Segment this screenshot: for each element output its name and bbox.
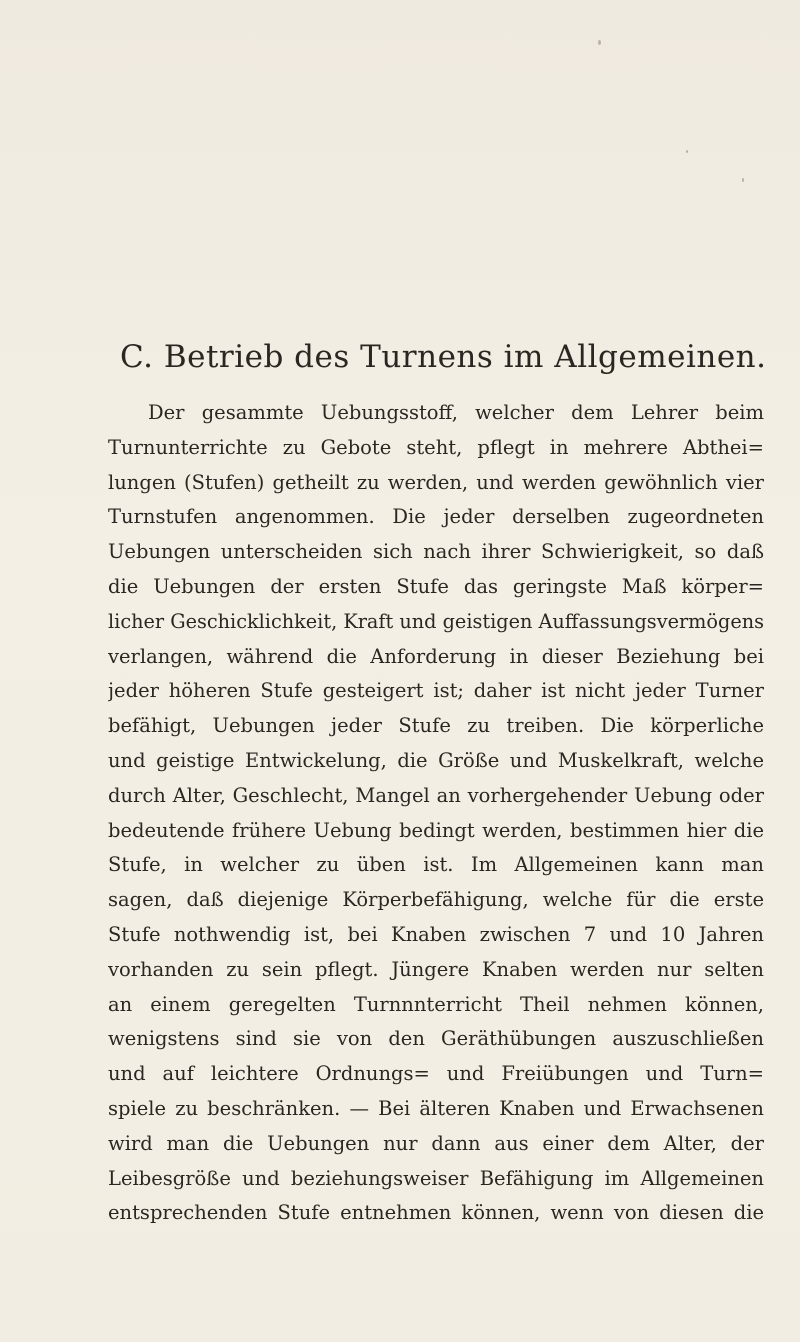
text-line: die Uebungen der ersten Stufe das geringste Maß körper=	[108, 574, 764, 598]
text-line: lungen (Stufen) getheilt zu werden, und werden gewöhnlich vier	[108, 470, 764, 494]
text-line: Leibesgröße und beziehungsweiser Befähigung im Allgemeinen	[108, 1166, 764, 1190]
text-line: sagen, daß diejenige Körperbefähigung, welche für die erste	[108, 888, 764, 912]
text-line: Der gesammte Uebungsstoff, welcher dem Lehrer beim	[148, 401, 764, 424]
text-line: Turnstufen angenommen. Die jeder derselben zugeordneten	[108, 505, 764, 529]
text-line: bedeutende frühere Uebung bedingt werden, bestimmen hier die	[108, 818, 764, 842]
text-line: an einem geregelten Turnnnterricht Theil nehmen können,	[108, 992, 764, 1016]
paper-speck	[598, 40, 601, 45]
section-heading: C. Betrieb des Turnens im Allgemeinen.	[120, 339, 767, 375]
text-line: verlangen, während die Anforderung in dieser Beziehung bei	[108, 644, 764, 668]
text-line: Stufe nothwendig ist, bei Knaben zwischen 7 und 10 Jahren	[108, 922, 764, 946]
text-line: entsprechenden Stufe entnehmen können, wenn von diesen die	[108, 1201, 764, 1225]
text-line: Uebungen unterscheiden sich nach ihrer Schwierigkeit, so daß	[108, 540, 764, 564]
text-line: spiele zu beschränken. — Bei älteren Knaben und Erwachsenen	[108, 1096, 764, 1120]
text-line: und geistige Entwickelung, die Größe und Muskelkraft, welche	[108, 748, 764, 772]
text-line: vorhanden zu sein pflegt. Jüngere Knaben werden nur selten	[108, 957, 764, 981]
paper-speck	[686, 150, 688, 153]
text-line: befähigt, Uebungen jeder Stufe zu treiben. Die körperliche	[108, 714, 764, 738]
text-line: licher Geschicklichkeit, Kraft und geistigen Auffassungsvermögens	[108, 609, 764, 633]
text-line: jeder höheren Stufe gesteigert ist; daher ist nicht jeder Turner	[108, 679, 764, 703]
text-line: Stufe, in welcher zu üben ist. Im Allgemeinen kann man	[108, 853, 764, 877]
text-line: wird man die Uebungen nur dann aus einer dem Alter, der	[108, 1131, 764, 1155]
text-line: wenigstens sind sie von den Geräthübungen auszuschließen	[108, 1027, 764, 1051]
paper-speck	[742, 178, 744, 182]
body-paragraph	[108, 396, 764, 1231]
text-line: Turnunterrichte zu Gebote steht, pflegt in mehrere Abthei=	[108, 435, 764, 459]
text-line: durch Alter, Geschlecht, Mangel an vorhergehender Uebung oder	[108, 783, 764, 807]
text-line: und auf leichtere Ordnungs= und Freiübungen und Turn=	[108, 1062, 764, 1086]
